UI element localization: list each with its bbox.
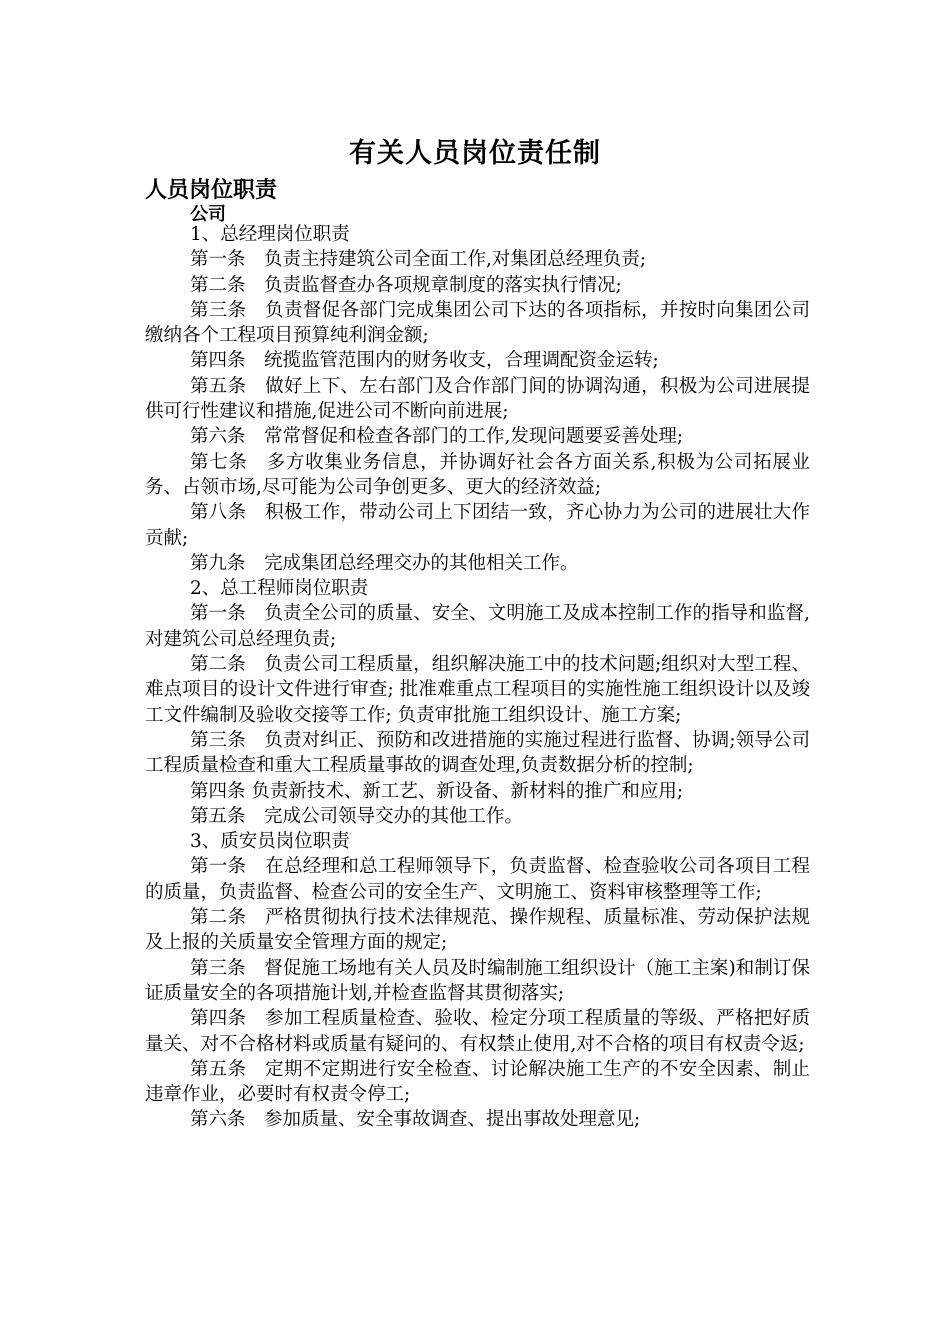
clause: 第四条 参加工程质量检查、验收、检定分项工程质量的等级、严格把好质量关、对不合格材料或质量有疑问的、有权禁止使用,对不合格的项目有权责令返; — [145, 1008, 810, 1055]
clause: 第二条 严格贯彻执行技术法律规范、操作规程、质量标准、劳动保护法规及上报的关质量安全管理方面的规定; — [145, 907, 810, 954]
clause: 第六条 常常督促和检查各部门的工作,发现问题要妥善处理; — [190, 426, 684, 448]
clause: 第九条 完成集团总经理交办的其他相关工作。 — [190, 552, 579, 574]
document-body — [145, 222, 810, 1133]
clause: 第二条 负责监督查办各项规章制度的落实执行情况; — [190, 274, 622, 296]
document-title: 有关人员岗位责任制 — [349, 138, 601, 169]
clause: 第三条 负责对纠正、预防和改进措施的实施过程进行监督、协调;领导公司工程质量检查和重大工程质量事故的调查处理,负责数据分析的控制; — [145, 729, 810, 777]
clause: 第三条 督促施工场地有关人员及时编制施工组织设计（施工主案)和制订保证质量安全的各项措施计划,并检查监督其贯彻落实; — [145, 957, 810, 1004]
section-title: 2、总工程师岗位职责 — [190, 578, 369, 600]
clause: 第三条 负责督促各部门完成集团公司下达的各项指标，并按时向集团公司缴纳各个工程项目预算纯利润金额; — [145, 299, 810, 347]
clause: 第七条 多方收集业务信息，并协调好社会各方面关系,积极为公司拓展业务、占领市场,尽可能为公司争创更多、更大的经济效益; — [145, 451, 810, 498]
clause: 第五条 定期不定期进行安全检查、讨论解决施工生产的不安全因素、制止违章作业，必要时有权责令停工; — [145, 1058, 810, 1106]
clause: 第一条 负责主持建筑公司全面工作,对集团总经理负责; — [190, 249, 647, 271]
clause: 第四条 负责新技术、新工艺、新设备、新材料的推广和应用; — [190, 780, 684, 802]
clause: 第一条 负责全公司的质量、安全、文明施工及成本控制工作的指导和监督,对建筑公司总经理负责; — [145, 603, 810, 650]
section-title: 1、总经理岗位职责 — [190, 224, 350, 245]
subsection-heading: 公司 — [190, 204, 226, 225]
clause: 第六条 参加质量、安全事故调查、提出事故处理意见; — [190, 1109, 641, 1131]
clause: 第五条 做好上下、左右部门及合作部门间的协调沟通，积极为公司进展提供可行性建议和措施,促进公司不断向前进展; — [145, 375, 810, 423]
clause: 第五条 完成公司领导交办的其他工作。 — [190, 805, 524, 827]
section-title: 3、质安员岗位职责 — [190, 831, 350, 853]
clause: 第一条 在总经理和总工程师领导下，负责监督、检查验收公司各项目工程的质量，负责监督、检查公司的安全生产、文明施工、资料审核整理等工作; — [145, 856, 810, 903]
clause: 第八条 积极工作，带动公司上下团结一致，齐心协力为公司的进展壮大作贡献; — [145, 502, 810, 549]
clause: 第四条 统揽监管范围内的财务收支，合理调配资金运转; — [190, 350, 659, 372]
clause: 第二条 负责公司工程质量，组织解决施工中的技术问题;组织对大型工程、难点项目的设计文件进行审查; 批准难重点工程项目的实施性施工组织设计以及竣工文件编制及验收交接等工作; 负责审批施工组织设计、施工方案; — [145, 654, 810, 726]
section-heading: 人员岗位职责 — [145, 177, 278, 203]
